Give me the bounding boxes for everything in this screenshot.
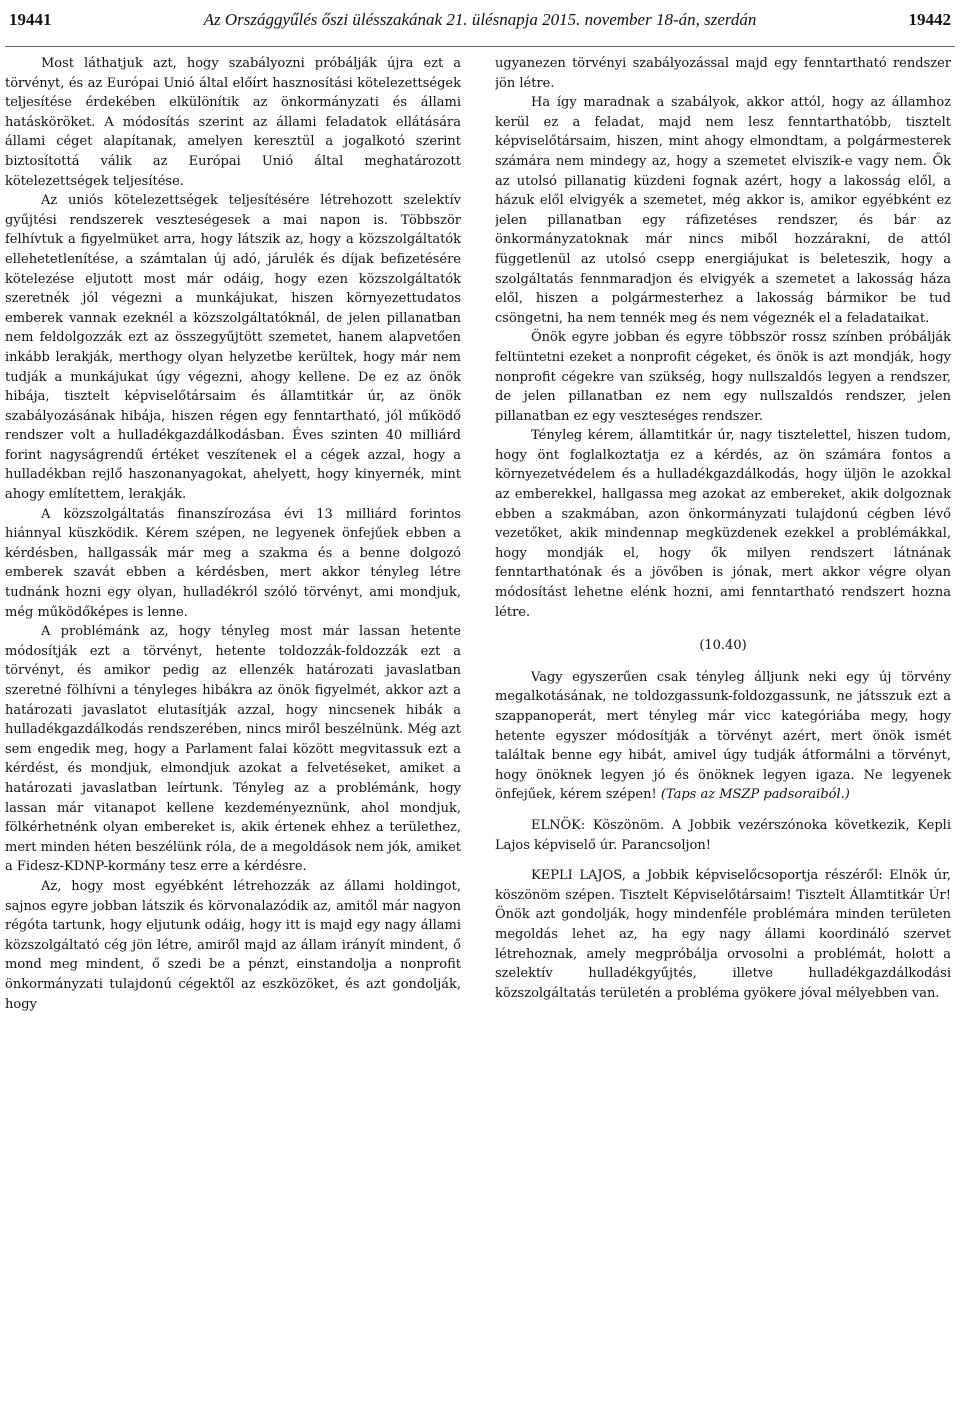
stage-direction: (Taps az MSZP padsoraiból.) <box>660 787 850 803</box>
paragraph: ugyanezen törvényi szabályozással majd egy fenntartható rendszer jön létre. <box>495 56 951 91</box>
page-header <box>5 0 955 47</box>
paragraph: Tényleg kérem, államtitkár úr, nagy tisztelettel, hiszen tudom, hogy önt foglalkoztatja ez a kérdés, az ön számára fontos a környezetvédelem és a hulladékgazdálkodás, hogy üljön le azokkal az emberekkel, hallgassa meg azokat az embereket, akik dolgoznak ebben a szakmában, azon önkormányzati tulajdonú cégben lévő vezetőket, akik mindennap megküzdenek ezekkel a problémákkal, hogy mondják el, hogy ők milyen rendszert látnának fenntarthatónak és a jövőben is jónak, mert akkor végre olyan módosítást lehetne elénk hozni, ami fenntartható rendszert hozna létre. <box>495 428 951 620</box>
right-column <box>495 54 951 1409</box>
paragraph: Az uniós kötelezettségek teljesítésére létrehozott szelektív gyűjtési rendszerek veszteségesek a mai napon is. Többször felhívtuk a figyelmüket arra, hogy látszik az, hogy a közszolgáltatók ellehetetlenítése, a számtalan új adó, járulék és díjak befizetésére kötelezése eljutott most már odáig, hogy ezen közszolgáltatók szeretnék jól végezni a munkájukat, hiszen környezettudatos emberek vannak ezeknél a közszolgáltatóknál, de jelen pillanatban nem feldolgozzák ezt az összegyűjtött szemetet, hanem alapvetően inkább lerakják, merthogy olyan helyzetbe kerültek, hogy már nem tudják a munkájukat úgy végezni, ahogy kellene. De ez az önök hibája, tisztelt képviselőtársaim és államtitkár úr, az önök szabályozásának hibája, hiszen régen egy fenntartható, jól működő rendszer volt a hulladékgazdálkodásban. Éves szinten 40 milliárd forint nagyságrendű értéket veszítenek el a cégek azzal, hogy a hulladékban rejlő haszonanyagokat, ahelyett, hogy kinyernék, mint ahogy említettem, lerakják. <box>5 193 461 503</box>
running-title: Az Országgyűlés őszi ülésszakának 21. ülésnapja 2015. november 18-án, szerdán <box>203 10 757 29</box>
paragraph: A problémánk az, hogy tényleg most már lassan hetente módosítják ezt a törvényt, hetente toldozzák-foldozzák ezt a törvényt, és amikor pedig az ellenzék határozati javaslatban szeretné fölhívni a tényleges hibákra az önök figyelmét, akkor azt a határozati javaslatot elutasítják azzal, hogy nincsenek hibák a hulladékgazdálkodás rendszerében, nincs miről beszélnünk. Még azt sem engedik meg, hogy a Parlament falai között megvitassuk ezt a kérdést, és mondjuk, elmondjuk azokat a felvetéseket, amiket a határozati javaslatban leírtunk. Tényleg az a problémánk, hogy lassan már vitanapot kellene kezdeményeznünk, ahol mondjuk, fölkérhetnénk olyan embereket is, akik értenek ehhez a területhez, mert minden héten beszélünk róla, de a megoldások nem jók, amiket a Fidesz-KDNP-kormány tesz erre a kérdésre. <box>5 624 461 875</box>
paragraph: A közszolgáltatás finanszírozása évi 13 milliárd forintos hiánnyal küszködik. Kérem szépen, ne legyenek önfejűek ebben a kérdésben, hallgassák már meg a szakma és a benne dolgozó emberek szavát ebben a kérdésben, mert akkor tényleg létre tudnánk hozni egy olyan, hulladékról szóló törvényt, ami mondjuk, még működőképes is lenne. <box>5 506 461 620</box>
paragraph: Ha így maradnak a szabályok, akkor attól, hogy az államhoz kerül ez a feladat, majd nem lesz fenntarthatóbb, tisztelt képviselőtársaim, hiszen, mint ahogy elmondtam, a polgármesterek számára nem mindegy az, hogy a szemetet elviszik-e vagy nem. Ők az utolsó pillanatig küzdeni fognak azért, hogy a lakosság elől, a házuk elől elvigyék a szemetet, még akkor is, amikor egyébként ez jelen pillanatban egy ráfizetéses rendszer, és bár az önkormányzatoknak már nincs miből hozzárakni, de attól függetlenül az utolsó csepp energiájukat is beleteszik, hogy a szolgáltatás fennmaradjon és elvigyék a szemetet a lakosság háza elől, hiszen a polgármesterhez a lakosság bármikor be tud csöngetni, ha nem tennék meg és nem végeznék el a feladataikat. <box>495 95 951 326</box>
speaker-paragraph: KEPLI LAJOS, a Jobbik képviselőcsoportja részéről: Elnök úr, köszönöm szépen. Tisztelt Képviselőtársaim! Tisztelt Államtitkár Úr! Önök azt gondolják, hogy mindenféle problémára minden területen megoldás lehet az, ha egy nagy állami koordináló szervet létrehoznak, amely megpróbálja orvosolni a problémát, holott a szelektív hulladékgyűjtés, illetve hulladékgazdálkodási közszolgáltatás területén a probléma gyökere jóval mélyebben van. <box>495 868 951 1001</box>
paragraph: Önök egyre jobban és egyre többször rossz színben próbálják feltüntetni ezeket a nonprofit cégeket, és önök is azt mondják, hogy nonprofit cégekre van szükség, hogy nullszaldós legyen a rendszer, de jelen pillanatban ez nem egy nullszaldós rendszer, jelen pillanatban ez egy veszteséges rendszer. <box>495 330 951 424</box>
paragraph-text: Vagy egyszerűen csak tényleg álljunk neki egy új törvény megalkotásának, ne toldozgassunk-foldozgassunk, ne játsszuk ezt a szappanoperát, mert tényleg már vicc kategóriába megy, hogy hetente egyszer módosítják a törvényt azért, mert önök ismét találtak benne egy hibát, amivel úgy tudják átformálni a törvényt, hogy önöknek legyen jó és önöknek legyen igaza. Ne legyenek önfejűek, kérem szépen! <box>495 669 951 803</box>
chair-remark: ELNÖK: Köszönöm. A Jobbik vezérszónoka következik, Kepli Lajos képviselő úr. Parancsoljon! <box>495 817 951 853</box>
paragraph <box>495 668 951 805</box>
paragraph: Az, hogy most egyébként létrehozzák az állami holdingot, sajnos egyre jobban látszik és körvonalazódik az, amitől már nagyon régóta tartunk, hogy eljutunk odáig, hogy itt is majd egy nagy állami közszolgáltató cég jön létre, amiről majd az állam irányít mindent, ő mond meg mindent, ő szedi be a pénzt, einstandolja a nonprofit önkormányzati tulajdonú cégektől az eszközöket, és azt gondolják, hogy <box>5 878 461 1012</box>
page-number-left: 19441 <box>9 10 52 29</box>
page-number-right: 19442 <box>908 10 951 29</box>
timestamp: (10.40) <box>699 638 747 654</box>
paragraph: Most láthatjuk azt, hogy szabályozni próbálják újra ezt a törvényt, és az Európai Unió által előírt hasznosítási kötelezettségek teljesítése érdekében elkülönítik az önkormányzati és állami hatásköröket. A módosítás szerint az állami feladatok ellátására állami céget alapítanak, amelyen keresztül a jogalkotó szerint biztosítottá válik az Európai Unió által meghatározott kötelezettségek teljesítése. <box>5 56 461 189</box>
text-columns <box>5 54 955 1409</box>
left-column <box>5 54 461 1409</box>
